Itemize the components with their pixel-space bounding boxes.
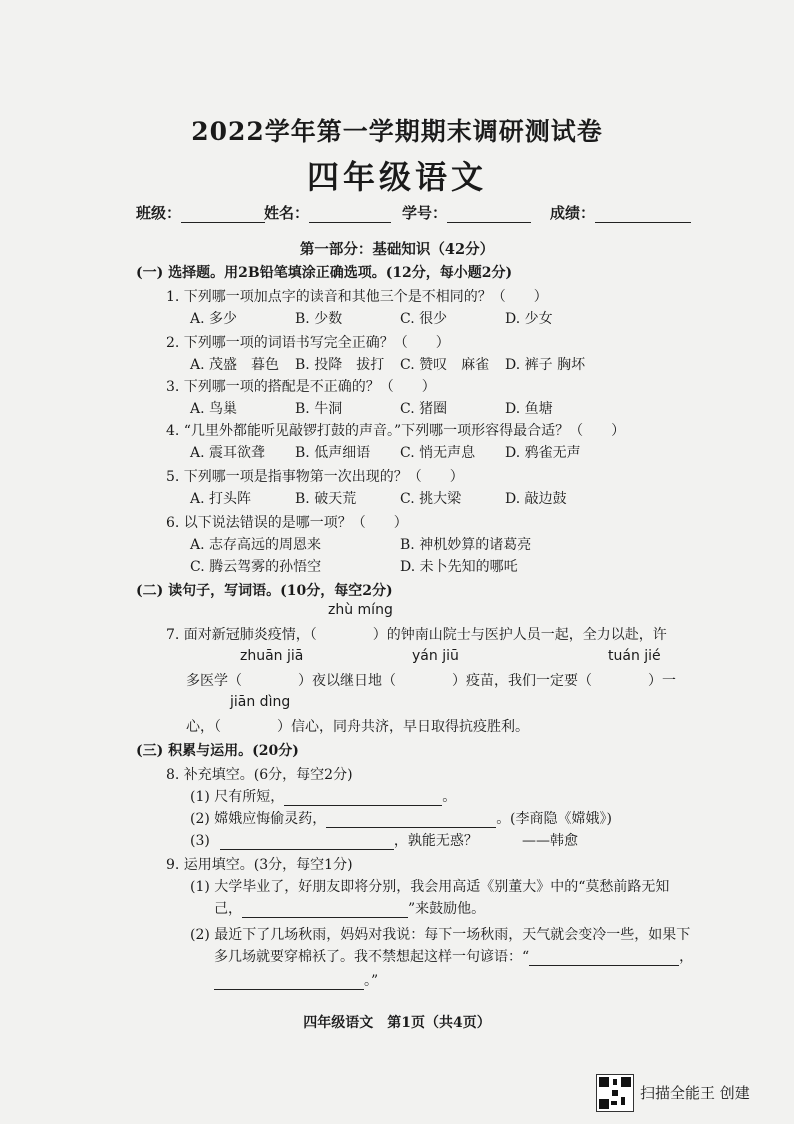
q9-item2-blank2[interactable] xyxy=(214,989,364,990)
class-blank[interactable] xyxy=(181,222,265,223)
q4-stem: 4. “几里外都能听见敲锣打鼓的声音。”下列哪一项形容得最合适？（ ） xyxy=(166,423,626,439)
student-id-blank[interactable] xyxy=(447,222,531,223)
pinyin-zhuanjia: zhuān jiā xyxy=(240,648,304,664)
q6-stem: 6. 以下说法错误的是哪一项？（ ） xyxy=(166,515,408,531)
q9-item1-line1: (1) 大学毕业了，好朋友即将分别，我会用高适《别董大》中的“莫愁前路无知 xyxy=(190,879,670,895)
pinyin-jianding: jiān dìng xyxy=(230,694,291,710)
section2-heading: (二) 读句子，写词语。(10分，每空2分) xyxy=(136,583,393,599)
q6-option-b[interactable]: B. 神机妙算的诸葛亮 xyxy=(400,537,532,553)
class-field: 班级： xyxy=(136,202,265,223)
q4-option-b[interactable]: B. 低声细语 xyxy=(295,445,371,461)
q7-line1: 7. 面对新冠肺炎疫情，（ ）的钟南山院士与医护人员一起，全力以赴，许 xyxy=(166,627,667,643)
q3-option-a[interactable]: A. 鸟巢 xyxy=(190,401,238,417)
q9-item1-line2: 己， ”来鼓励他。 xyxy=(214,901,486,917)
q3-option-c[interactable]: C. 猪圈 xyxy=(400,401,448,417)
q5-option-b[interactable]: B. 破天荒 xyxy=(295,491,357,507)
q5-stem: 5. 下列哪一项是指事物第一次出现的？（ ） xyxy=(166,469,464,485)
pinyin-yanjiu: yán jiū xyxy=(412,648,459,664)
q8-item2-source: (李商隐《嫦娥》) xyxy=(510,811,612,827)
q6-option-a[interactable]: A. 志存高远的周恩来 xyxy=(190,537,322,553)
section3-heading: (三) 积累与运用。(20分) xyxy=(136,743,299,759)
q1-stem: 1. 下列哪一项加点字的读音和其他三个是不相同的？（ ） xyxy=(166,289,548,305)
q8-item3-blank[interactable] xyxy=(220,849,394,850)
q6-option-d[interactable]: D. 未卜先知的哪吒 xyxy=(400,559,518,575)
q8-item1-blank[interactable] xyxy=(284,805,442,806)
pinyin-zhuming: zhù míng xyxy=(328,602,393,618)
q1-option-a[interactable]: A. 多少 xyxy=(190,311,238,327)
q8-item3-source: ——韩愈 xyxy=(522,833,578,849)
q5-option-c[interactable]: C. 挑大梁 xyxy=(400,491,462,507)
q4-option-c[interactable]: C. 悄无声息 xyxy=(400,445,476,461)
q5-option-d[interactable]: D. 敲边鼓 xyxy=(505,491,567,507)
q3-stem: 3. 下列哪一项的搭配是不正确的？（ ） xyxy=(166,379,436,395)
q6-option-c[interactable]: C. 腾云驾雾的孙悟空 xyxy=(190,559,322,575)
qr-code-icon xyxy=(596,1074,634,1112)
q9-item1-blank[interactable] xyxy=(242,917,408,918)
q7-line2: 多医学（ ）夜以继日地（ ）疫苗，我们一定要（ ）一 xyxy=(186,673,676,689)
q8-item3: (3) ，孰能无惑？ xyxy=(190,833,478,849)
q4-option-a[interactable]: A. 震耳欲聋 xyxy=(190,445,266,461)
q2-stem: 2. 下列哪一项的词语书写完全正确？（ ） xyxy=(166,335,450,351)
exam-title: 2022学年第一学期期末调研测试卷 xyxy=(191,117,603,146)
q1-option-d[interactable]: D. 少女 xyxy=(505,311,553,327)
q8-item2-blank[interactable] xyxy=(326,827,496,828)
q7-line3: 心，（ ）信心，同舟共济，早日取得抗疫胜利。 xyxy=(186,719,529,735)
pinyin-tuanjie: tuán jié xyxy=(608,648,661,664)
q3-option-d[interactable]: D. 鱼塘 xyxy=(505,401,553,417)
q8-stem: 8. 补充填空。(6分，每空2分) xyxy=(166,767,353,783)
section1-heading: (一) 选择题。用2B铅笔填涂正确选项。(12分，每小题2分) xyxy=(136,265,513,281)
q4-option-d[interactable]: D. 鸦雀无声 xyxy=(505,445,581,461)
q9-stem: 9. 运用填空。(3分，每空1分) xyxy=(166,857,353,873)
page-footer: 四年级语文 第1页（共4页） xyxy=(303,1015,491,1031)
q9-item2-line1: (2) 最近下了几场秋雨，妈妈对我说：每下一场秋雨，天气就会变冷一些，如果下 xyxy=(190,927,691,943)
name-field: 姓名： xyxy=(264,202,391,223)
q5-option-a[interactable]: A. 打头阵 xyxy=(190,491,252,507)
q9-item2-line2: 多几场就要穿棉袄了。我不禁想起这样一句谚语：“ ， xyxy=(214,949,694,965)
part-one-heading: 第一部分：基础知识（42分） xyxy=(299,241,495,258)
q2-option-a[interactable]: A. 茂盛 暮色 xyxy=(190,357,280,373)
q1-option-c[interactable]: C. 很少 xyxy=(400,311,448,327)
q2-option-c[interactable]: C. 赞叹 麻雀 xyxy=(400,357,490,373)
q2-option-d[interactable]: D. 裤子 胸坏 xyxy=(505,357,586,373)
subject-title: 四年级语文 xyxy=(306,158,487,196)
name-blank[interactable] xyxy=(309,222,391,223)
scanner-watermark: 扫描全能王 创建 xyxy=(640,1084,750,1102)
q3-option-b[interactable]: B. 牛洞 xyxy=(295,401,343,417)
q8-item1: (1) 尺有所短， 。 xyxy=(190,789,457,805)
q9-item2-line3: 。” xyxy=(214,970,378,990)
score-blank[interactable] xyxy=(595,222,691,223)
q8-item2: (2) 嫦娥应悔偷灵药， 。 xyxy=(190,811,511,827)
score-field: 成绩： xyxy=(550,202,691,223)
q1-option-b[interactable]: B. 少数 xyxy=(295,311,343,327)
student-id-field: 学号： xyxy=(402,202,531,223)
q9-item2-blank1[interactable] xyxy=(529,965,679,966)
q2-option-b[interactable]: B. 投降 拔打 xyxy=(295,357,385,373)
